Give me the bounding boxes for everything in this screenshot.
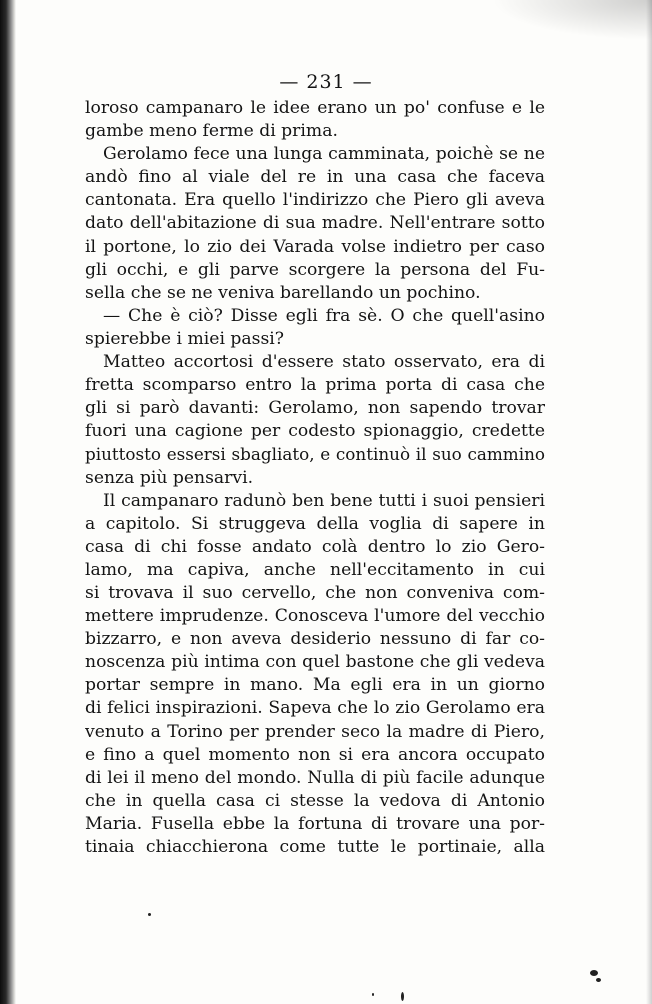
text-line: Maria. Fusella ebbe la fortuna di trovare una por- — [85, 813, 545, 834]
text-line: Matteo accortosi d'essere stato osservato, era di — [103, 352, 545, 373]
text-line: spierebbe i miei passi? — [85, 328, 285, 349]
text-line: Il campanaro radunò ben bene tutti i suoi pensieri — [103, 490, 545, 511]
ink-speck — [401, 992, 404, 1001]
page-corner-shade — [492, 0, 652, 40]
text-line: e fino a quel momento non si era ancora occupato — [85, 744, 545, 765]
text-line: gli si parò davanti: Gerolamo, non sapendo trovar — [85, 398, 545, 419]
text-line: Gerolamo fece una lunga camminata, poichè se ne — [103, 144, 545, 165]
text-line: si trovava il suo cervello, che non conveniva com- — [85, 582, 545, 603]
page-number: — 231 — — [279, 71, 373, 93]
text-line: a capitolo. Si struggeva della voglia di sapere in — [85, 513, 545, 534]
text-line: sella che se ne veniva barellando un pochino. — [85, 282, 481, 303]
text-line: lamo, ma capiva, anche nell'eccitamento in cui — [85, 559, 545, 580]
ink-speck — [590, 970, 598, 976]
text-line: piuttosto essersi sbagliato, e continuò il suo cammino — [85, 444, 545, 465]
text-line: senza più pensarvi. — [85, 467, 254, 488]
text-line: il portone, lo zio dei Varada volse indietro per caso — [85, 236, 545, 257]
text-line: — Che è ciò? Disse egli fra sè. O che quell'asino — [103, 305, 545, 326]
text-line: di felici inspirazioni. Sapeva che lo zio Gerolamo era — [85, 698, 545, 719]
ink-speck — [148, 913, 151, 916]
text-line: venuto a Torino per prender seco la madre di Piero, — [85, 721, 545, 742]
text-line: mettere imprudenze. Conosceva l'umore del vecchio — [85, 606, 545, 627]
text-line: di lei il meno del mondo. Nulla di più facile adunque — [85, 767, 545, 788]
text-line: bizzarro, e non aveva desiderio nessuno di far co- — [85, 629, 545, 650]
text-line: che in quella casa ci stesse la vedova di Antonio — [85, 790, 545, 811]
ink-speck — [372, 993, 374, 996]
text-line: noscenza più intima con quel bastone che gli vedeva — [85, 652, 545, 673]
page-left-binding-shadow — [0, 0, 16, 1004]
text-line: gli occhi, e gli parve scorgere la persona del Fu- — [85, 259, 545, 280]
text-line: portar sempre in mano. Ma egli era in un giorno — [85, 675, 545, 696]
page-right-edge — [646, 0, 652, 1004]
text-line: andò fino al viale del re in una casa che faceva — [85, 167, 545, 188]
body-text — [85, 97, 545, 859]
text-line: gambe meno ferme di prima. — [85, 121, 338, 142]
text-line: fretta scomparso entro la prima porta di casa che — [85, 375, 545, 396]
text-line: casa di chi fosse andato colà dentro lo zio Gero- — [85, 536, 545, 557]
text-line: fuori una cagione per codesto spionaggio, credette — [85, 421, 545, 442]
text-line: cantonata. Era quello l'indirizzo che Piero gli aveva — [85, 190, 545, 211]
text-line: tinaia chiacchierona come tutte le portinaie, alla — [85, 837, 545, 857]
ink-speck — [596, 978, 601, 982]
text-line: loroso campanaro le idee erano un po' confuse e le — [85, 98, 545, 118]
text-line: dato dell'abitazione di sua madre. Nell'entrare sotto — [85, 213, 545, 234]
